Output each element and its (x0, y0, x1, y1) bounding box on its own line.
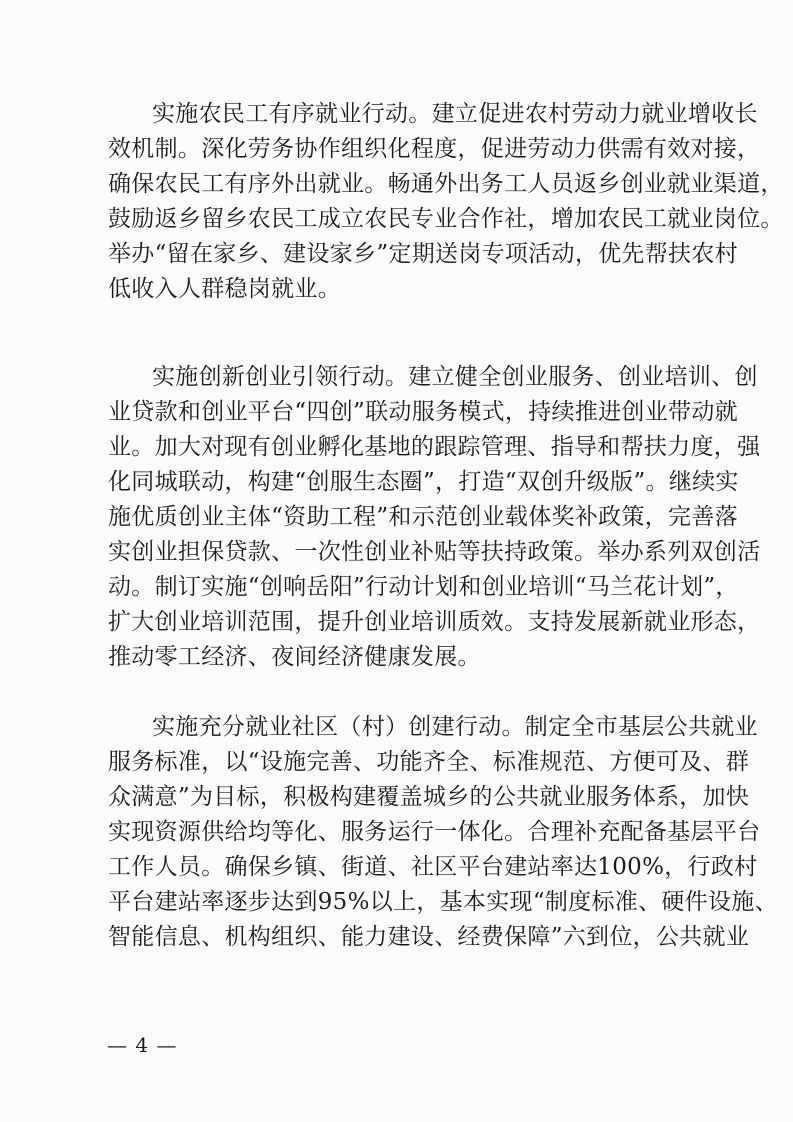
text-line: 推动零工经济、夜间经济健康发展。 (108, 644, 481, 670)
text-line: 实施创新创业引领行动。建立健全创业服务、创业培训、创 (152, 364, 758, 390)
paragraph-community-employment (108, 710, 778, 955)
paragraph-innovation-entrepreneurship (108, 360, 761, 675)
text-line: 业。加大对现有创业孵化基地的跟踪管理、指导和帮扶力度，强 (108, 434, 761, 460)
text-line: 实施充分就业社区（村）创建行动。制定全市基层公共就业 (152, 714, 758, 740)
text-line: 化同城联动，构建“创服生态圈”，打造“双创升级版”。继续实 (108, 469, 739, 495)
text-line: 智能信息、机构组织、能力建设、经费保障”六到位，公共就业 (108, 924, 750, 950)
text-line: 实现资源供给均等化、服务运行一体化。合理补充配备基层平台 (108, 819, 761, 845)
text-line: 低收入人群稳岗就业。 (108, 276, 341, 302)
paragraph-migrant-worker-employment (108, 97, 784, 307)
text-line: 众满意”为目标，积极构建覆盖城乡的公共就业服务体系，加快 (108, 784, 750, 810)
text-line: 效机制。深化劳务协作组织化程度，促进劳动力供需有效对接， (108, 136, 761, 162)
text-line: 动。制订实施“创响岳阳”行动计划和创业培训“马兰花计划”， (108, 574, 739, 600)
text-line: 业贷款和创业平台“四创”联动服务模式，持续推进创业带动就 (108, 399, 738, 425)
text-line: 实施农民工有序就业行动。建立促进农村劳动力就业增收长 (152, 101, 758, 127)
text-line: 服务标准，以“设施完善、功能齐全、标准规范、方便可及、群 (108, 749, 750, 775)
text-line: 平台建站率逐步达到95%以上，基本实现“制度标准、硬件设施、 (108, 889, 778, 915)
text-line: 施优质创业主体“资助工程”和示范创业载体奖补政策，完善落 (108, 504, 738, 530)
text-line: 实创业担保贷款、一次性创业补贴等扶持政策。举办系列双创活 (108, 539, 761, 565)
page-number: — 4 — (107, 1033, 178, 1057)
text-line: 举办“留在家乡、建设家乡”定期送岗专项活动，优先帮扶农村 (108, 241, 738, 267)
text-line: 鼓励返乡留乡农民工成立农民专业合作社，增加农民工就业岗位。 (108, 206, 784, 232)
text-line: 扩大创业培训范围，提升创业培训质效。支持发展新就业形态， (108, 609, 761, 635)
text-line: 工作人员。确保乡镇、街道、社区平台建站率达100%，行政村 (108, 854, 758, 880)
text-line: 确保农民工有序外出就业。畅通外出务工人员返乡创业就业渠道， (108, 171, 784, 197)
